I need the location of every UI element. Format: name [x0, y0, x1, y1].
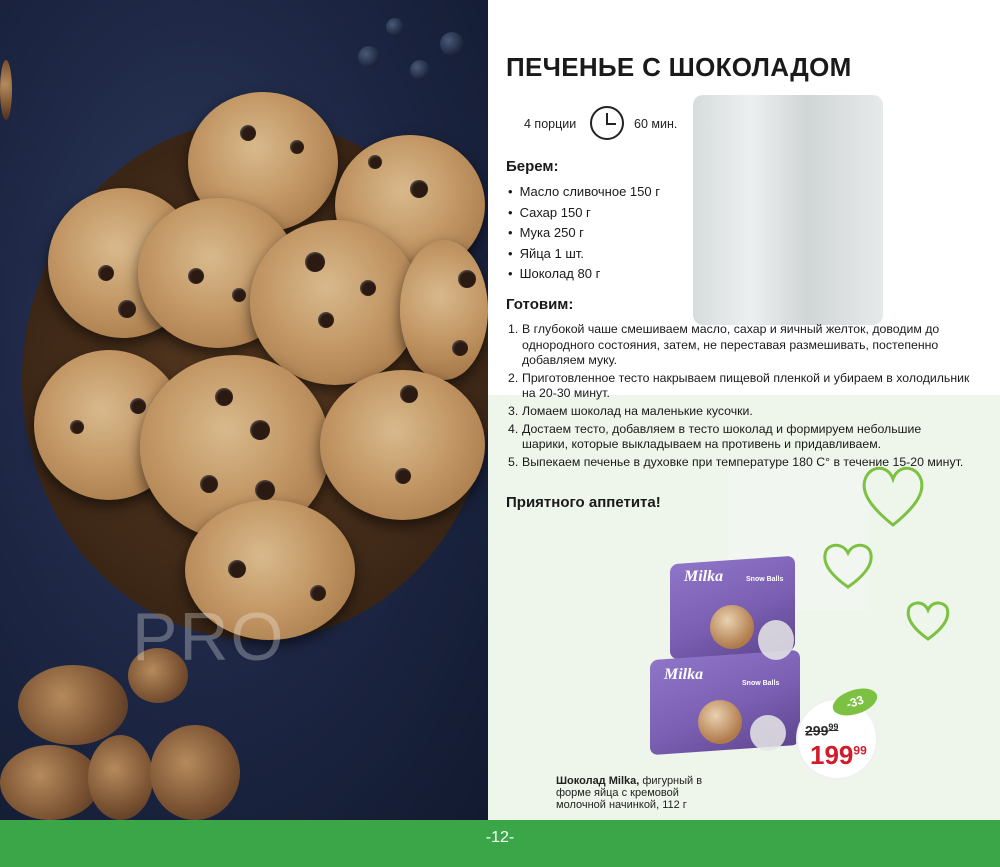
chocolate-chip [228, 560, 246, 578]
step-number: 4. [508, 421, 519, 436]
chocolate-chip [200, 475, 218, 493]
recipe-title: ПЕЧЕНЬЕ С ШОКОЛАДОМ [506, 52, 852, 82]
product-name: Шоколад Milka, [556, 775, 640, 787]
clock-icon [590, 106, 624, 140]
walnut [0, 60, 12, 120]
ingredient-item: • Сахар 150 г [508, 203, 660, 224]
chocolate-chip [452, 340, 468, 356]
step-text: Приготовленное тесто накрываем пищевой пленкой и убираем в холодильник на 20-30 минут. [522, 370, 970, 401]
steps-list [508, 322, 970, 472]
chocolate-egg [710, 605, 754, 649]
product-image [650, 560, 800, 750]
walnut [150, 725, 240, 820]
chocolate-egg [758, 620, 794, 660]
chocolate-chip [318, 312, 334, 328]
chocolate-chip [70, 420, 84, 434]
step-number: 2. [508, 370, 519, 385]
walnut [88, 735, 153, 820]
closing-text: Приятного аппетита! [506, 494, 661, 511]
product-caption [556, 775, 706, 811]
step-text: Достаем тесто, добавляем в тесто шоколад и формируем небольшие шарики, которые выкладываем на противень и придавливаем. [522, 421, 922, 452]
chocolate-chip [240, 125, 256, 141]
page-number: -12- [485, 829, 515, 846]
chocolate-chip [395, 468, 411, 484]
ingredients-heading: Берем: [506, 158, 559, 175]
step-number: 3. [508, 403, 519, 418]
pack-label: Snow Balls [742, 680, 780, 687]
step-number: 5. [508, 454, 519, 469]
old-price-cents: 99 [828, 722, 839, 732]
steps-heading: Готовим: [506, 296, 574, 313]
step-item [508, 404, 970, 420]
discount-badge: -33 [829, 683, 880, 720]
chocolate-chip [410, 180, 428, 198]
chocolate-egg [750, 715, 786, 751]
product-description: фигурный в форме яйца с кремовой молочной начинкой, 112 г [556, 775, 703, 811]
chocolate-chip [232, 288, 246, 302]
cookie [400, 240, 488, 380]
cookie [250, 220, 420, 385]
watermark: PRO [132, 599, 286, 675]
chocolate-chip [368, 155, 382, 169]
step-item [508, 455, 970, 471]
step-number: 1. [508, 322, 519, 336]
milka-logo: Milka [684, 568, 724, 585]
chocolate-chip [188, 268, 204, 284]
step-text: Ломаем шоколад на маленькие кусочки. [522, 403, 753, 418]
chocolate-chip [458, 270, 476, 288]
ingredients-list [508, 182, 660, 285]
pack-label: Snow Balls [746, 576, 784, 583]
step-item [508, 322, 970, 369]
milka-logo: Milka [664, 666, 704, 683]
blueberry [358, 46, 380, 68]
step-text: Выпекаем печенье в духовке при температуре 180 С° в течение 15-20 минут. [522, 454, 964, 469]
old-price-main: 299 [805, 722, 829, 739]
chocolate-chip [215, 388, 233, 406]
walnut [18, 665, 128, 745]
chocolate-chip [118, 300, 136, 318]
chocolate-chip [400, 385, 418, 403]
chocolate-chip [255, 480, 275, 500]
recipe-photo [0, 0, 488, 820]
servings-text: 4 порции [524, 117, 577, 131]
step-item [508, 422, 970, 453]
chocolate-egg [698, 700, 742, 744]
chocolate-chip [290, 140, 304, 154]
ingredient-item: • Мука 250 г [508, 223, 660, 244]
ingredient-item: • Яйца 1 шт. [508, 244, 660, 265]
cooking-time-text: 60 мин. [634, 117, 678, 131]
ingredient-item: • Шоколад 80 г [508, 264, 660, 285]
chocolate-chip [98, 265, 114, 281]
heart-icon [903, 595, 953, 645]
chocolate-chip [305, 252, 325, 272]
background-product-image [693, 95, 883, 325]
blueberry [410, 60, 430, 80]
ingredient-item: • Масло сливочное 150 г [508, 182, 660, 203]
walnut [0, 745, 100, 820]
new-price-cents: 99 [853, 743, 867, 758]
blueberry [386, 18, 404, 36]
chocolate-chip [360, 280, 376, 296]
heart-icon [818, 535, 878, 595]
chocolate-chip [250, 420, 270, 440]
step-item [508, 371, 970, 402]
chocolate-chip [310, 585, 326, 601]
old-price [805, 722, 838, 739]
step-text: В глубокой чаше смешиваем масло, сахар и яичный желток, доводим до однородного состояния, затем, не переставая размешивать, постепенно добавляем муку. [522, 322, 940, 368]
new-price [810, 740, 867, 771]
blueberry [440, 32, 464, 56]
new-price-main: 199 [810, 740, 854, 770]
chocolate-chip [130, 398, 146, 414]
